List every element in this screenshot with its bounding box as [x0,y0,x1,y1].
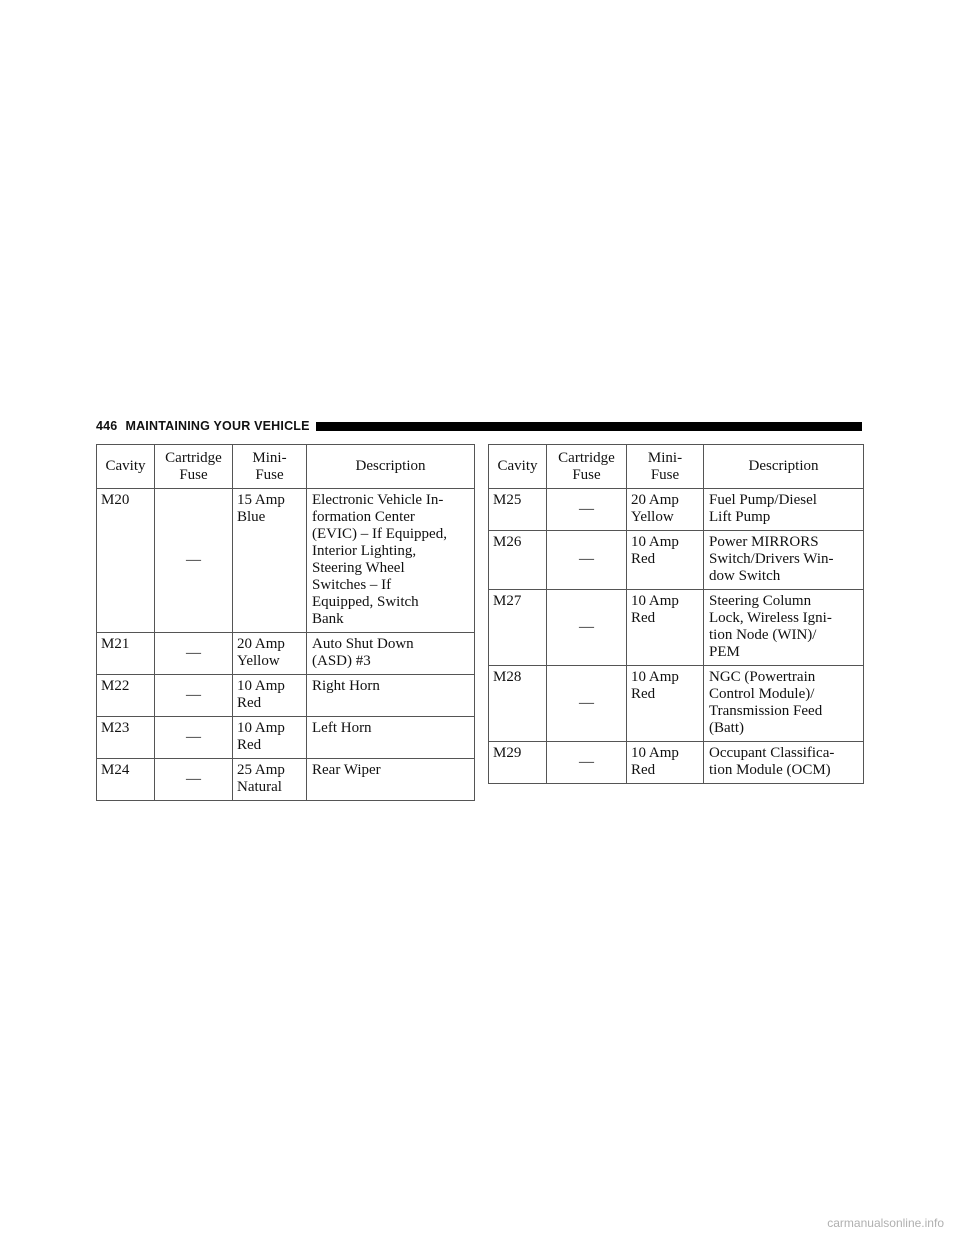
cavity-cell: M29 [489,742,547,784]
cavity-cell: M27 [489,590,547,666]
cartridge-fuse-cell: — [547,531,627,590]
page-header [96,416,862,436]
mini-fuse-cell: 10 Amp Red [627,666,704,742]
watermark: carmanualsonline.info [827,1216,944,1230]
column-header-cavity: Cavity [97,445,155,489]
cavity-cell: M21 [97,633,155,675]
mini-fuse-cell: 10 Amp Red [233,717,307,759]
table-row [97,489,475,633]
column-header-cartridge-fuse: Cartridge Fuse [547,445,627,489]
cavity-cell: M20 [97,489,155,633]
mini-fuse-cell: 10 Amp Red [233,675,307,717]
description-cell: NGC (Powertrain Control Module)/ Transmission Feed (Batt) [704,666,864,742]
cavity-cell: M25 [489,489,547,531]
description-cell: Auto Shut Down (ASD) #3 [307,633,475,675]
cavity-cell: M28 [489,666,547,742]
description-cell: Left Horn [307,717,475,759]
cartridge-fuse-cell: — [547,666,627,742]
table-row [97,717,475,759]
column-header-mini-fuse: Mini- Fuse [233,445,307,489]
mini-fuse-cell: 10 Amp Red [627,590,704,666]
mini-fuse-cell: 25 Amp Natural [233,759,307,801]
table-row [97,675,475,717]
column-header-cartridge-fuse: Cartridge Fuse [155,445,233,489]
table-row [489,742,864,784]
description-cell: Fuel Pump/Diesel Lift Pump [704,489,864,531]
cartridge-fuse-cell: — [155,759,233,801]
cartridge-fuse-cell: — [155,489,233,633]
column-header-description: Description [307,445,475,489]
cavity-cell: M26 [489,531,547,590]
description-cell: Electronic Vehicle In- formation Center (EVIC) – If Equipped, Interior Lighting, Steering Wheel Switches – If Equipped, Switch Bank [307,489,475,633]
description-cell: Steering Column Lock, Wireless Igni- tion Node (WIN)/ PEM [704,590,864,666]
fuse-table-right [488,444,864,784]
mini-fuse-cell: 20 Amp Yellow [627,489,704,531]
column-header-cavity: Cavity [489,445,547,489]
table-row [489,489,864,531]
cartridge-fuse-cell: — [155,633,233,675]
table-row [489,590,864,666]
description-cell: Right Horn [307,675,475,717]
description-cell: Power MIRRORS Switch/Drivers Win- dow Switch [704,531,864,590]
page-number: 446 [96,419,118,433]
mini-fuse-cell: 10 Amp Red [627,742,704,784]
mini-fuse-cell: 10 Amp Red [627,531,704,590]
cavity-cell: M22 [97,675,155,717]
table-row [97,633,475,675]
header-rule [316,422,862,431]
mini-fuse-cell: 15 Amp Blue [233,489,307,633]
description-cell: Occupant Classifica- tion Module (OCM) [704,742,864,784]
table-row [97,759,475,801]
section-title: MAINTAINING YOUR VEHICLE [125,419,310,433]
mini-fuse-cell: 20 Amp Yellow [233,633,307,675]
cartridge-fuse-cell: — [155,717,233,759]
cartridge-fuse-cell: — [547,489,627,531]
cavity-cell: M24 [97,759,155,801]
table-row [489,531,864,590]
column-header-mini-fuse: Mini- Fuse [627,445,704,489]
cartridge-fuse-cell: — [547,590,627,666]
column-header-description: Description [704,445,864,489]
cartridge-fuse-cell: — [547,742,627,784]
table-header-row [97,445,475,489]
description-cell: Rear Wiper [307,759,475,801]
cartridge-fuse-cell: — [155,675,233,717]
fuse-table-left [96,444,475,801]
cavity-cell: M23 [97,717,155,759]
table-row [489,666,864,742]
table-header-row [489,445,864,489]
